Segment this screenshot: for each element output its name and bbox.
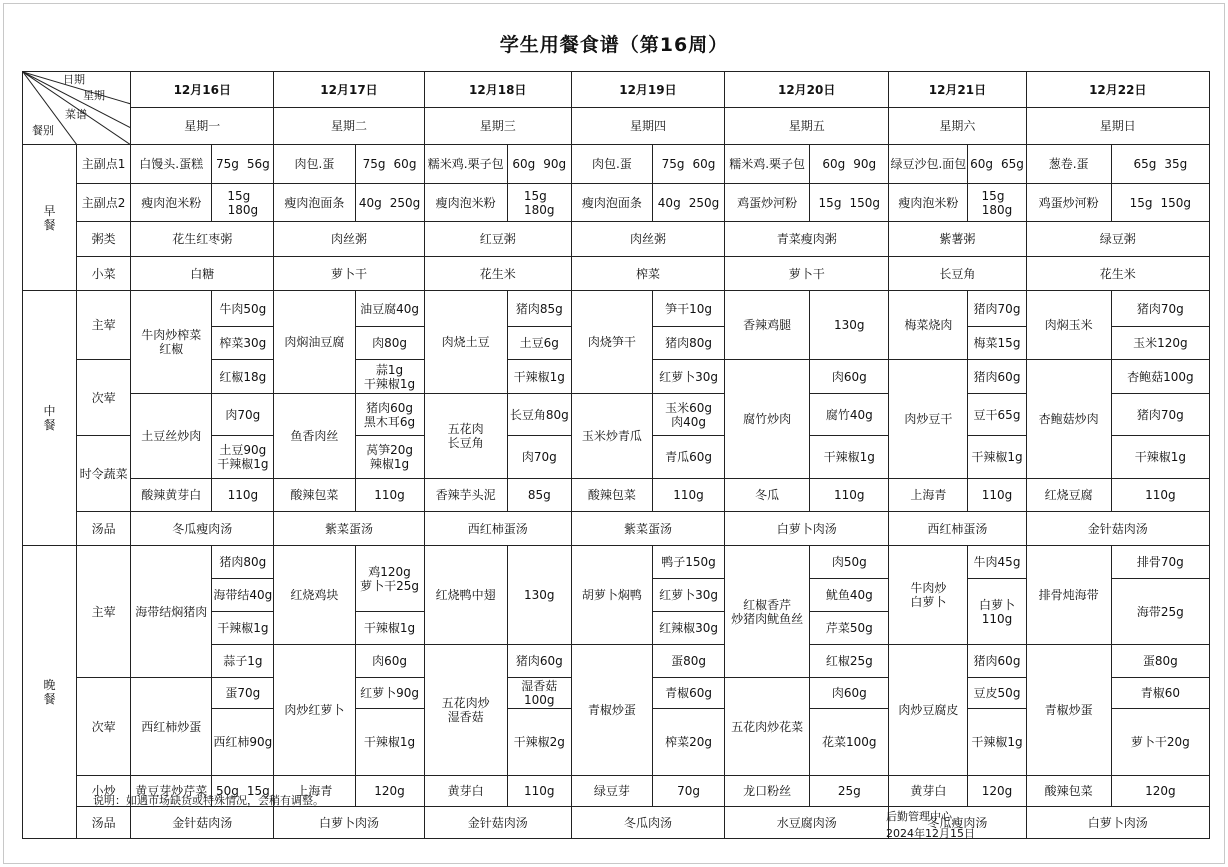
date-header: 12月18日 bbox=[424, 72, 571, 108]
dish-name: 花生红枣粥 bbox=[131, 222, 274, 257]
dish-name: 排骨炖海带 bbox=[1026, 546, 1111, 645]
soup-name: 西红柿蛋汤 bbox=[424, 512, 571, 546]
qty-1: 60g bbox=[970, 157, 993, 171]
qty-1: 60g bbox=[822, 157, 846, 171]
weekday-header: 星期一 bbox=[131, 108, 274, 145]
dish-quantity bbox=[212, 145, 274, 184]
ingredient-quantity: 猪肉60g bbox=[507, 645, 571, 678]
row-label: 主副点1 bbox=[77, 145, 131, 184]
ingredient-quantity: 肉60g bbox=[810, 678, 889, 709]
dish-name: 瘦肉泡面条 bbox=[274, 184, 355, 222]
soup-name: 冬瓜肉汤 bbox=[571, 807, 724, 839]
ingredient-quantity: 猪肉60g bbox=[968, 645, 1026, 678]
dish-name: 糯米鸡.栗子包 bbox=[725, 145, 810, 184]
meal-breakfast: 早 餐 bbox=[23, 145, 77, 291]
dish-name: 鸡蛋炒河粉 bbox=[1026, 184, 1111, 222]
dish-quantity bbox=[968, 184, 1026, 222]
ingredient-quantity: 猪肉70g bbox=[1111, 394, 1209, 436]
dish-name: 梅菜烧肉 bbox=[889, 291, 968, 360]
dish-name: 肉炒红萝卜 bbox=[274, 645, 355, 776]
row-label: 汤品 bbox=[77, 512, 131, 546]
ingredient-quantity: 玉米120g bbox=[1111, 327, 1209, 360]
ingredient-quantity: 豆干65g bbox=[968, 394, 1026, 436]
soup-name: 白萝卜肉汤 bbox=[1026, 807, 1209, 839]
dish-name: 肉炒豆干 bbox=[889, 360, 968, 479]
dish-name: 肉焖玉米 bbox=[1026, 291, 1111, 360]
qty-2: 180g bbox=[227, 202, 259, 217]
ingredient-quantity: 干辣椒1g bbox=[212, 612, 274, 645]
qty-2: 35g bbox=[1164, 157, 1188, 171]
dish-name: 酸辣黄芽白 bbox=[131, 479, 212, 512]
dish-name: 肉包.蛋 bbox=[274, 145, 355, 184]
dish-quantity: 120g bbox=[1111, 776, 1209, 807]
qty-2: 65g bbox=[1001, 157, 1024, 171]
ingredient-quantity: 130g bbox=[810, 291, 889, 360]
dish-name: 紫薯粥 bbox=[889, 222, 1026, 257]
ingredient-quantity: 红萝卜30g bbox=[652, 360, 724, 394]
row-label: 小炒 bbox=[77, 776, 131, 807]
row-label: 主荤 bbox=[77, 291, 131, 360]
weekday-header: 星期四 bbox=[571, 108, 724, 145]
ingredient-quantity: 干辣椒1g bbox=[507, 360, 571, 394]
ingredient-quantity: 猪肉60g 黑木耳6g bbox=[355, 394, 424, 436]
dish-name: 上海青 bbox=[889, 479, 968, 512]
dish-name: 瘦肉泡米粉 bbox=[131, 184, 212, 222]
date-header: 12月21日 bbox=[889, 72, 1026, 108]
dish-quantity bbox=[652, 145, 724, 184]
dish-quantity bbox=[355, 145, 424, 184]
ingredient-quantity: 榨菜30g bbox=[212, 327, 274, 360]
menu-table bbox=[22, 71, 1210, 839]
dish-name: 萝卜干 bbox=[725, 257, 889, 291]
soup-name: 金针菇肉汤 bbox=[131, 807, 274, 839]
ingredient-quantity: 干辣椒2g bbox=[507, 709, 571, 776]
soup-name: 紫菜蛋汤 bbox=[571, 512, 724, 546]
qty-1: 65g bbox=[1133, 157, 1157, 171]
ingredient-quantity: 猪肉60g bbox=[968, 360, 1026, 394]
row-label: 次荤 bbox=[77, 678, 131, 776]
dish-name: 瘦肉泡面条 bbox=[571, 184, 652, 222]
ingredient-quantity: 蛋80g bbox=[652, 645, 724, 678]
dish-name: 香辣鸡腿 bbox=[725, 291, 810, 360]
weekday-header: 星期三 bbox=[424, 108, 571, 145]
date-header: 12月16日 bbox=[131, 72, 274, 108]
qty-1: 40g bbox=[358, 195, 382, 210]
row-label: 小菜 bbox=[77, 257, 131, 291]
qty-2: 250g bbox=[389, 195, 421, 210]
ingredient-quantity: 猪肉80g bbox=[212, 546, 274, 579]
ingredient-quantity: 牛肉50g bbox=[212, 291, 274, 327]
dish-name: 榨菜 bbox=[571, 257, 724, 291]
dish-name: 黄芽白 bbox=[424, 776, 507, 807]
dish-name: 红烧鸭中翅 bbox=[424, 546, 507, 645]
dish-quantity: 70g bbox=[652, 776, 724, 807]
ingredient-quantity: 榨菜20g bbox=[652, 709, 724, 776]
soup-name: 冬瓜瘦肉汤 bbox=[889, 807, 1026, 839]
ingredient-quantity: 腐竹40g bbox=[810, 394, 889, 436]
dish-name: 红烧鸡块 bbox=[274, 546, 355, 645]
soup-name: 金针菇肉汤 bbox=[1026, 512, 1209, 546]
dish-name: 长豆角 bbox=[889, 257, 1026, 291]
dish-name: 肉焖油豆腐 bbox=[274, 291, 355, 394]
ingredient-quantity: 干辣椒1g bbox=[968, 709, 1026, 776]
dish-name: 五花肉炒花菜 bbox=[725, 678, 810, 776]
dish-name: 鱼香肉丝 bbox=[274, 394, 355, 479]
ingredient-quantity: 110g bbox=[1111, 479, 1209, 512]
dish-name: 五花肉 长豆角 bbox=[424, 394, 507, 479]
dish-name: 黄芽白 bbox=[889, 776, 968, 807]
dish-name: 五花肉炒 湿香菇 bbox=[424, 645, 507, 776]
ingredient-quantity: 豆皮50g bbox=[968, 678, 1026, 709]
ingredient-quantity: 青瓜60g bbox=[652, 436, 724, 479]
qty-1: 75g bbox=[215, 157, 239, 171]
ingredient-quantity: 鱿鱼40g bbox=[810, 579, 889, 612]
ingredient-quantity: 西红柿90g bbox=[212, 709, 274, 776]
ingredient-quantity: 青椒60g bbox=[652, 678, 724, 709]
ingredient-quantity: 110g bbox=[968, 479, 1026, 512]
dish-name: 萝卜干 bbox=[274, 257, 424, 291]
ingredient-quantity: 土豆6g bbox=[507, 327, 571, 360]
qty-2: 56g bbox=[246, 157, 270, 171]
soup-name: 白萝卜肉汤 bbox=[725, 512, 889, 546]
dish-name: 花生米 bbox=[1026, 257, 1209, 291]
qty-1: 40g bbox=[657, 195, 681, 210]
row-label: 粥类 bbox=[77, 222, 131, 257]
ingredient-quantity: 长豆角80g bbox=[507, 394, 571, 436]
qty-1: 15g bbox=[227, 188, 251, 203]
qty-1: 15g bbox=[818, 195, 842, 210]
dish-name: 肉炒豆腐皮 bbox=[889, 645, 968, 776]
dish-name: 青椒炒蛋 bbox=[571, 645, 652, 776]
dish-quantity bbox=[212, 184, 274, 222]
dish-quantity bbox=[810, 145, 889, 184]
weekday-header: 星期日 bbox=[1026, 108, 1209, 145]
soup-name: 水豆腐肉汤 bbox=[725, 807, 889, 839]
ingredient-quantity: 肉60g bbox=[355, 645, 424, 678]
meal-dinner: 晚 餐 bbox=[23, 546, 77, 839]
ingredient-quantity: 肉70g bbox=[212, 394, 274, 436]
dish-name: 白糖 bbox=[131, 257, 274, 291]
qty-1: 15g bbox=[1129, 195, 1153, 210]
dish-name: 西红柿炒蛋 bbox=[131, 678, 212, 776]
dish-name: 红豆粥 bbox=[424, 222, 571, 257]
date-header: 12月17日 bbox=[274, 72, 424, 108]
ingredient-quantity: 红萝卜90g bbox=[355, 678, 424, 709]
dish-quantity: 120g bbox=[968, 776, 1026, 807]
ingredient-quantity: 湿香菇100g bbox=[507, 678, 571, 709]
dish-quantity bbox=[507, 184, 571, 222]
ingredient-quantity: 玉米60g 肉40g bbox=[652, 394, 724, 436]
ingredient-quantity: 萝卜干20g bbox=[1111, 709, 1209, 776]
dish-quantity bbox=[652, 184, 724, 222]
date-header: 12月20日 bbox=[725, 72, 889, 108]
qty-2: 150g bbox=[1160, 195, 1192, 210]
ingredient-quantity: 牛肉45g bbox=[968, 546, 1026, 579]
dish-name: 胡萝卜焖鸭 bbox=[571, 546, 652, 645]
ingredient-quantity: 红椒25g bbox=[810, 645, 889, 678]
dish-quantity: 120g bbox=[355, 776, 424, 807]
ingredient-quantity: 110g bbox=[810, 479, 889, 512]
row-label: 时令蔬菜 bbox=[77, 436, 131, 512]
ingredient-quantity: 猪肉70g bbox=[1111, 291, 1209, 327]
ingredient-quantity: 猪肉80g bbox=[652, 327, 724, 360]
qty-1: 15g bbox=[523, 188, 547, 203]
qty-2: 90g bbox=[853, 157, 877, 171]
dish-name: 腐竹炒肉 bbox=[725, 360, 810, 479]
ingredient-quantity: 油豆腐40g bbox=[355, 291, 424, 327]
ingredient-quantity: 干辣椒1g bbox=[810, 436, 889, 479]
dish-name: 瘦肉泡米粉 bbox=[424, 184, 507, 222]
corner-date-label: 日期 bbox=[63, 73, 85, 86]
dish-name: 青椒炒蛋 bbox=[1026, 645, 1111, 776]
dish-name: 酸辣包菜 bbox=[274, 479, 355, 512]
qty-2: 60g bbox=[393, 157, 417, 171]
qty-2: 180g bbox=[524, 202, 555, 217]
ingredient-quantity: 干辣椒1g bbox=[355, 709, 424, 776]
ingredient-quantity: 蛋80g bbox=[1111, 645, 1209, 678]
ingredient-quantity: 肉80g bbox=[355, 327, 424, 360]
ingredient-quantity: 排骨70g bbox=[1111, 546, 1209, 579]
ingredient-quantity: 笋干10g bbox=[652, 291, 724, 327]
dish-name: 酸辣包菜 bbox=[571, 479, 652, 512]
dish-name: 白馒头.蛋糕 bbox=[131, 145, 212, 184]
dish-name: 冬瓜 bbox=[725, 479, 810, 512]
qty-2: 180g bbox=[981, 202, 1013, 217]
dish-name: 肉包.蛋 bbox=[571, 145, 652, 184]
dish-name: 肉丝粥 bbox=[274, 222, 424, 257]
dish-name: 绿豆沙包.面包 bbox=[889, 145, 968, 184]
dish-name: 牛肉炒 白萝卜 bbox=[889, 546, 968, 645]
dish-quantity bbox=[507, 145, 571, 184]
date-header: 12月22日 bbox=[1026, 72, 1209, 108]
soup-name: 冬瓜瘦肉汤 bbox=[131, 512, 274, 546]
corner-dish-label: 菜谱 bbox=[65, 108, 87, 121]
dish-name: 瘦肉泡米粉 bbox=[889, 184, 968, 222]
qty-2: 150g bbox=[849, 195, 880, 210]
ingredient-quantity: 干辣椒1g bbox=[968, 436, 1026, 479]
ingredient-quantity: 肉50g bbox=[810, 546, 889, 579]
date-header: 12月19日 bbox=[571, 72, 724, 108]
dish-name: 绿豆芽 bbox=[571, 776, 652, 807]
ingredient-quantity: 红椒18g bbox=[212, 360, 274, 394]
dish-name: 糯米鸡.栗子包 bbox=[424, 145, 507, 184]
ingredient-quantity: 130g bbox=[507, 546, 571, 645]
ingredient-quantity: 干辣椒1g bbox=[355, 612, 424, 645]
meal-lunch: 中 餐 bbox=[23, 291, 77, 546]
ingredient-quantity: 鸭子150g bbox=[652, 546, 724, 579]
dish-name: 葱卷.蛋 bbox=[1026, 145, 1111, 184]
dish-name: 杏鲍菇炒肉 bbox=[1026, 360, 1111, 479]
qty-1: 15g bbox=[981, 188, 1005, 203]
soup-name: 紫菜蛋汤 bbox=[274, 512, 424, 546]
dish-quantity bbox=[968, 145, 1026, 184]
dish-quantity bbox=[1111, 184, 1209, 222]
ingredient-quantity: 杏鲍菇100g bbox=[1111, 360, 1209, 394]
qty-2: 60g bbox=[692, 157, 716, 171]
row-label: 主副点2 bbox=[77, 184, 131, 222]
dish-name: 红烧豆腐 bbox=[1026, 479, 1111, 512]
dish-name: 红椒香芹 炒猪肉鱿鱼丝 bbox=[725, 546, 810, 678]
dish-name: 绿豆粥 bbox=[1026, 222, 1209, 257]
qty-1: 75g bbox=[661, 157, 685, 171]
ingredient-quantity: 110g bbox=[652, 479, 724, 512]
ingredient-quantity: 海带25g bbox=[1111, 579, 1209, 645]
ingredient-quantity: 110g bbox=[355, 479, 424, 512]
qty-1: 60g bbox=[512, 157, 536, 171]
dish-name: 黄豆芽炒芹菜 bbox=[131, 776, 212, 807]
dish-name: 肉烧笋干 bbox=[571, 291, 652, 394]
ingredient-quantity: 蛋70g bbox=[212, 678, 274, 709]
dish-name: 龙口粉丝 bbox=[725, 776, 810, 807]
ingredient-quantity: 鸡120g 萝卜干25g bbox=[355, 546, 424, 612]
ingredient-quantity: 猪肉85g bbox=[507, 291, 571, 327]
dish-name: 青菜瘦肉粥 bbox=[725, 222, 889, 257]
ingredient-quantity: 莴笋20g 辣椒1g bbox=[355, 436, 424, 479]
weekday-header: 星期六 bbox=[889, 108, 1026, 145]
ingredient-quantity: 芹菜50g bbox=[810, 612, 889, 645]
dish-quantity: 110g bbox=[507, 776, 571, 807]
dish-name: 酸辣包菜 bbox=[1026, 776, 1111, 807]
qty-1: 50g bbox=[215, 784, 239, 798]
weekday-header: 星期二 bbox=[274, 108, 424, 145]
issue-date: 2024年12月15日 bbox=[886, 827, 975, 840]
ingredient-quantity: 白萝卜110g bbox=[968, 579, 1026, 645]
dish-name: 土豆丝炒肉 bbox=[131, 394, 212, 479]
soup-name: 西红柿蛋汤 bbox=[889, 512, 1026, 546]
qty-2: 90g bbox=[543, 157, 567, 171]
ingredient-quantity: 梅菜15g bbox=[968, 327, 1026, 360]
corner-meal-label: 餐别 bbox=[32, 124, 54, 137]
ingredient-quantity: 110g bbox=[212, 479, 274, 512]
page-title: 学生用餐食谱（第16周） bbox=[499, 34, 729, 56]
soup-name: 金针菇肉汤 bbox=[424, 807, 571, 839]
ingredient-quantity: 红辣椒30g bbox=[652, 612, 724, 645]
dish-name: 海带结焖猪肉 bbox=[131, 546, 212, 678]
qty-2: 15g bbox=[246, 784, 270, 798]
ingredient-quantity: 蒜1g 干辣椒1g bbox=[355, 360, 424, 394]
ingredient-quantity: 青椒60 bbox=[1111, 678, 1209, 709]
weekday-header: 星期五 bbox=[725, 108, 889, 145]
qty-1: 75g bbox=[362, 157, 386, 171]
dish-name: 肉丝粥 bbox=[571, 222, 724, 257]
dish-name: 香辣芋头泥 bbox=[424, 479, 507, 512]
ingredient-quantity: 花菜100g bbox=[810, 709, 889, 776]
corner-weekday-label: 星期 bbox=[83, 89, 105, 102]
dish-name: 上海青 bbox=[274, 776, 355, 807]
dish-name: 肉烧土豆 bbox=[424, 291, 507, 394]
dish-name: 牛肉炒榨菜 红椒 bbox=[131, 291, 212, 394]
dish-quantity: 25g bbox=[810, 776, 889, 807]
ingredient-quantity: 肉60g bbox=[810, 360, 889, 394]
dish-quantity bbox=[810, 184, 889, 222]
dish-name: 鸡蛋炒河粉 bbox=[725, 184, 810, 222]
ingredient-quantity: 85g bbox=[507, 479, 571, 512]
dish-quantity bbox=[1111, 145, 1209, 184]
row-label: 次荤 bbox=[77, 360, 131, 436]
ingredient-quantity: 蒜子1g bbox=[212, 645, 274, 678]
dish-name: 花生米 bbox=[424, 257, 571, 291]
ingredient-quantity: 猪肉70g bbox=[968, 291, 1026, 327]
organization: 后勤管理中心 bbox=[886, 810, 952, 823]
soup-name: 白萝卜肉汤 bbox=[274, 807, 424, 839]
dish-quantity bbox=[355, 184, 424, 222]
ingredient-quantity: 红萝卜30g bbox=[652, 579, 724, 612]
ingredient-quantity: 土豆90g 干辣椒1g bbox=[212, 436, 274, 479]
ingredient-quantity: 海带结40g bbox=[212, 579, 274, 612]
row-label: 主荤 bbox=[77, 546, 131, 678]
header-corner bbox=[23, 72, 131, 145]
row-label: 汤品 bbox=[77, 807, 131, 839]
footnote: 说明：如遇市场缺货或特殊情况，会稍有调整。 bbox=[93, 794, 324, 807]
qty-2: 250g bbox=[688, 195, 720, 210]
dish-name: 玉米炒青瓜 bbox=[571, 394, 652, 479]
ingredient-quantity: 肉70g bbox=[507, 436, 571, 479]
ingredient-quantity: 干辣椒1g bbox=[1111, 436, 1209, 479]
